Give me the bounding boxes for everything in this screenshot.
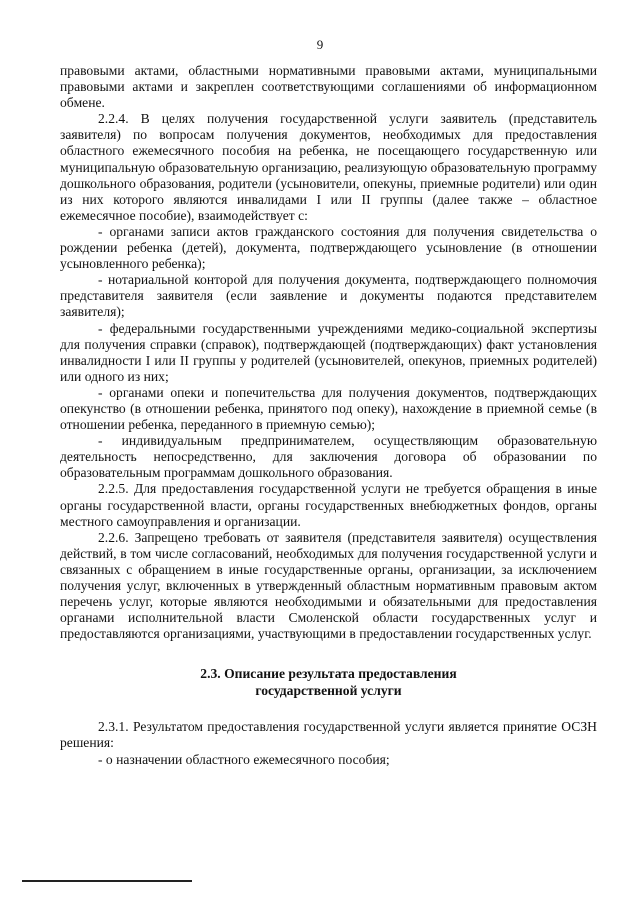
page-number: 9 [316,37,324,52]
paragraph-2-2-6: 2.2.6. Запрещено требовать от заявителя (представителя заявителя) осуществления действий, в том числе согласований, необходимых для получения государственной услуги и связанных с обращением в иные государственные органы, организации, за исключением получения услуг, включенных в утвержденный областным нормативным правовым актом перечень услуг, которые являются необходимыми и обязательными для предоставления органами исполнительной власти Смоленской области государственных услуг и предоставляются организациями, участвующими в предоставлении государственных услуг. [60,529,597,642]
section-heading-2-3 [60,665,597,699]
document-body [60,63,597,768]
section-heading-line-2: государственной услуги [255,683,402,699]
footer-rule [22,880,192,882]
list-item-notary: - нотариальной конторой для получения документа, подтверждающего полномочия представителя заявителя (если заявление и документы подаются представителем заявителя); [60,272,597,320]
section-heading-line-1: 2.3. Описание результата предоставления [200,666,457,682]
list-item-medical-expertise: - федеральными государственными учреждениями медико-социальной экспертизы для получения справки (справок), подтверждающей (подтверждающих) факт установления инвалидности I или II группы у родителей (усыновителей, опекунов, приемных родителей) или одного из них; [60,320,597,384]
list-item-guardianship: - органами опеки и попечительства для получения документов, подтверждающих опекунство (в отношении ребенка, принятого под опеку), нахождение в приемной семье (в отношении ребенка, переданного в приемную семью); [60,384,597,433]
paragraph-2-2-5: 2.2.5. Для предоставления государственной услуги не требуется обращения в иные органы государственной власти, органы государственных внебюджетных фондов, органы местного самоуправления и организации. [60,481,597,529]
paragraph-2-3-1: 2.3.1. Результатом предоставления государственной услуги является принятие ОСЗН решения: [60,719,597,751]
paragraph-2-2-4: 2.2.4. В целях получения государственной услуги заявитель (представитель заявителя) по вопросам получения документов, необходимых для предоставления областного ежемесячного пособия на ребенка, не посещающего государственную или муниципальную образовательную организацию, реализующую образовательную программу дошкольного образования, родители (усыновители, опекуны, приемные родители) или один из них которого являются инвалидами I или II группы (далее также – областное ежемесячное пособие), взаимодействует с: [60,111,597,223]
list-item-civil-registry: - органами записи актов гражданского состояния для получения свидетельства о рождении ребенка (детей), документа, подтверждающего усыновление (в отношении усыновленного ребенка); [60,223,597,272]
paragraph-continuation: правовыми актами, областными нормативными правовыми актами, муниципальными правовыми актами и закреплен соответствующими соглашениями об информационном обмене. [60,63,597,111]
list-item-entrepreneur: - индивидуальным предпринимателем, осуществляющим образовательную деятельность непосредственно, для заключения договора об образовании по образовательным программам дошкольного образования. [60,433,597,481]
list-item-assignment: - о назначении областного ежемесячного пособия; [98,751,390,767]
